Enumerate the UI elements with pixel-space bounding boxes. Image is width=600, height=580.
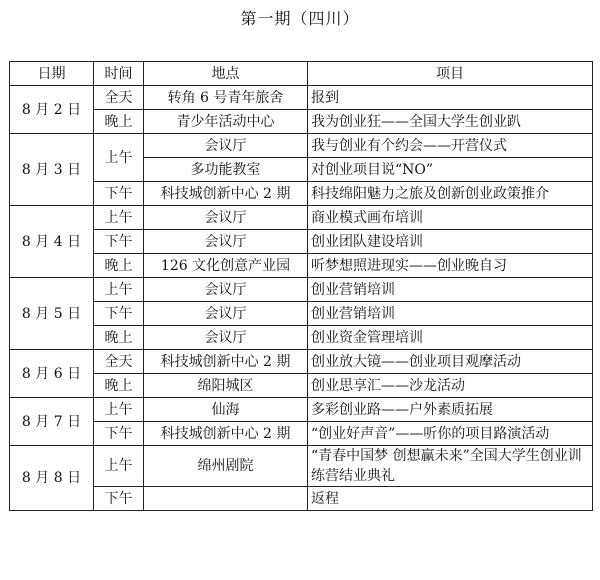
- place-cell: 会议厅: [144, 302, 308, 326]
- place-cell: 转角 6 号青年旅舍: [144, 86, 308, 110]
- table-row: [10, 278, 593, 302]
- place-cell: 科技城创新中心 2 期: [144, 350, 308, 374]
- header-date: 日期: [10, 62, 94, 86]
- time-cell: 全天: [94, 86, 144, 110]
- place-cell: [144, 487, 308, 511]
- place-cell: 仙海: [144, 398, 308, 422]
- item-cell: 多彩创业路——户外素质拓展: [308, 398, 593, 422]
- place-cell: 科技城创新中心 2 期: [144, 422, 308, 446]
- table-row: [10, 422, 593, 446]
- time-cell: 晚上: [94, 326, 144, 350]
- item-cell: 创业营销培训: [308, 278, 593, 302]
- table-row: [10, 86, 593, 110]
- item-cell: 返程: [308, 487, 593, 511]
- table-row: [10, 254, 593, 278]
- item-cell: 商业模式画布培训: [308, 206, 593, 230]
- time-cell: 晚上: [94, 374, 144, 398]
- item-cell: 我为创业狂——全国大学生创业趴: [308, 110, 593, 134]
- time-cell: 晚上: [94, 254, 144, 278]
- place-cell: 多功能教室: [144, 158, 308, 182]
- place-cell: 会议厅: [144, 278, 308, 302]
- table-row: [10, 182, 593, 206]
- schedule-body: [10, 86, 593, 511]
- item-cell: 听梦想照进现实——创业晚自习: [308, 254, 593, 278]
- date-cell: 8 月 5 日: [10, 278, 94, 350]
- page-title: 第一期（四川）: [240, 9, 360, 28]
- place-cell: 会议厅: [144, 230, 308, 254]
- time-cell: 下午: [94, 487, 144, 511]
- table-row: [10, 110, 593, 134]
- place-cell: 绵阳城区: [144, 374, 308, 398]
- place-cell: 会议厅: [144, 206, 308, 230]
- header-time: 时间: [94, 62, 144, 86]
- table-row: [10, 230, 593, 254]
- table-row: [10, 446, 593, 487]
- place-cell: 会议厅: [144, 134, 308, 158]
- item-cell: “青春中国梦 创想赢未来”全国大学生创业训练营结业典礼: [308, 446, 593, 487]
- table-row: [10, 398, 593, 422]
- place-cell: 会议厅: [144, 326, 308, 350]
- place-cell: 青少年活动中心: [144, 110, 308, 134]
- table-row: [10, 134, 593, 158]
- table-row: [10, 302, 593, 326]
- time-cell: 上午: [94, 134, 144, 182]
- table-row: [10, 487, 593, 511]
- item-cell: 创业资金管理培训: [308, 326, 593, 350]
- schedule-table: [9, 61, 593, 511]
- time-cell: 下午: [94, 302, 144, 326]
- time-cell: 上午: [94, 278, 144, 302]
- table-row: [10, 326, 593, 350]
- date-cell: 8 月 4 日: [10, 206, 94, 278]
- item-cell: 科技绵阳魅力之旅及创新创业政策推介: [308, 182, 593, 206]
- header-place: 地点: [144, 62, 308, 86]
- date-cell: 8 月 3 日: [10, 134, 94, 206]
- date-cell: 8 月 7 日: [10, 398, 94, 446]
- time-cell: 上午: [94, 446, 144, 487]
- header-row: [10, 62, 593, 86]
- place-cell: 126 文化创意产业园: [144, 254, 308, 278]
- item-cell: 报到: [308, 86, 593, 110]
- item-cell: “创业好声音”——听你的项目路演活动: [308, 422, 593, 446]
- date-cell: 8 月 6 日: [10, 350, 94, 398]
- place-cell: 科技城创新中心 2 期: [144, 182, 308, 206]
- item-cell: 创业思享汇——沙龙活动: [308, 374, 593, 398]
- time-cell: 上午: [94, 398, 144, 422]
- item-cell: 创业放大镜——创业项目观摩活动: [308, 350, 593, 374]
- table-row: [10, 206, 593, 230]
- item-cell: 创业营销培训: [308, 302, 593, 326]
- table-row: [10, 350, 593, 374]
- time-cell: 晚上: [94, 110, 144, 134]
- date-cell: 8 月 8 日: [10, 446, 94, 511]
- header-item: 项目: [308, 62, 593, 86]
- item-cell: 我与创业有个约会——开营仪式: [308, 134, 593, 158]
- item-cell: 对创业项目说“NO”: [308, 158, 593, 182]
- time-cell: 上午: [94, 206, 144, 230]
- place-cell: 绵州剧院: [144, 446, 308, 487]
- item-cell: 创业团队建设培训: [308, 230, 593, 254]
- time-cell: 下午: [94, 422, 144, 446]
- time-cell: 下午: [94, 182, 144, 206]
- time-cell: 全天: [94, 350, 144, 374]
- date-cell: 8 月 2 日: [10, 86, 94, 134]
- time-cell: 下午: [94, 230, 144, 254]
- table-row: [10, 374, 593, 398]
